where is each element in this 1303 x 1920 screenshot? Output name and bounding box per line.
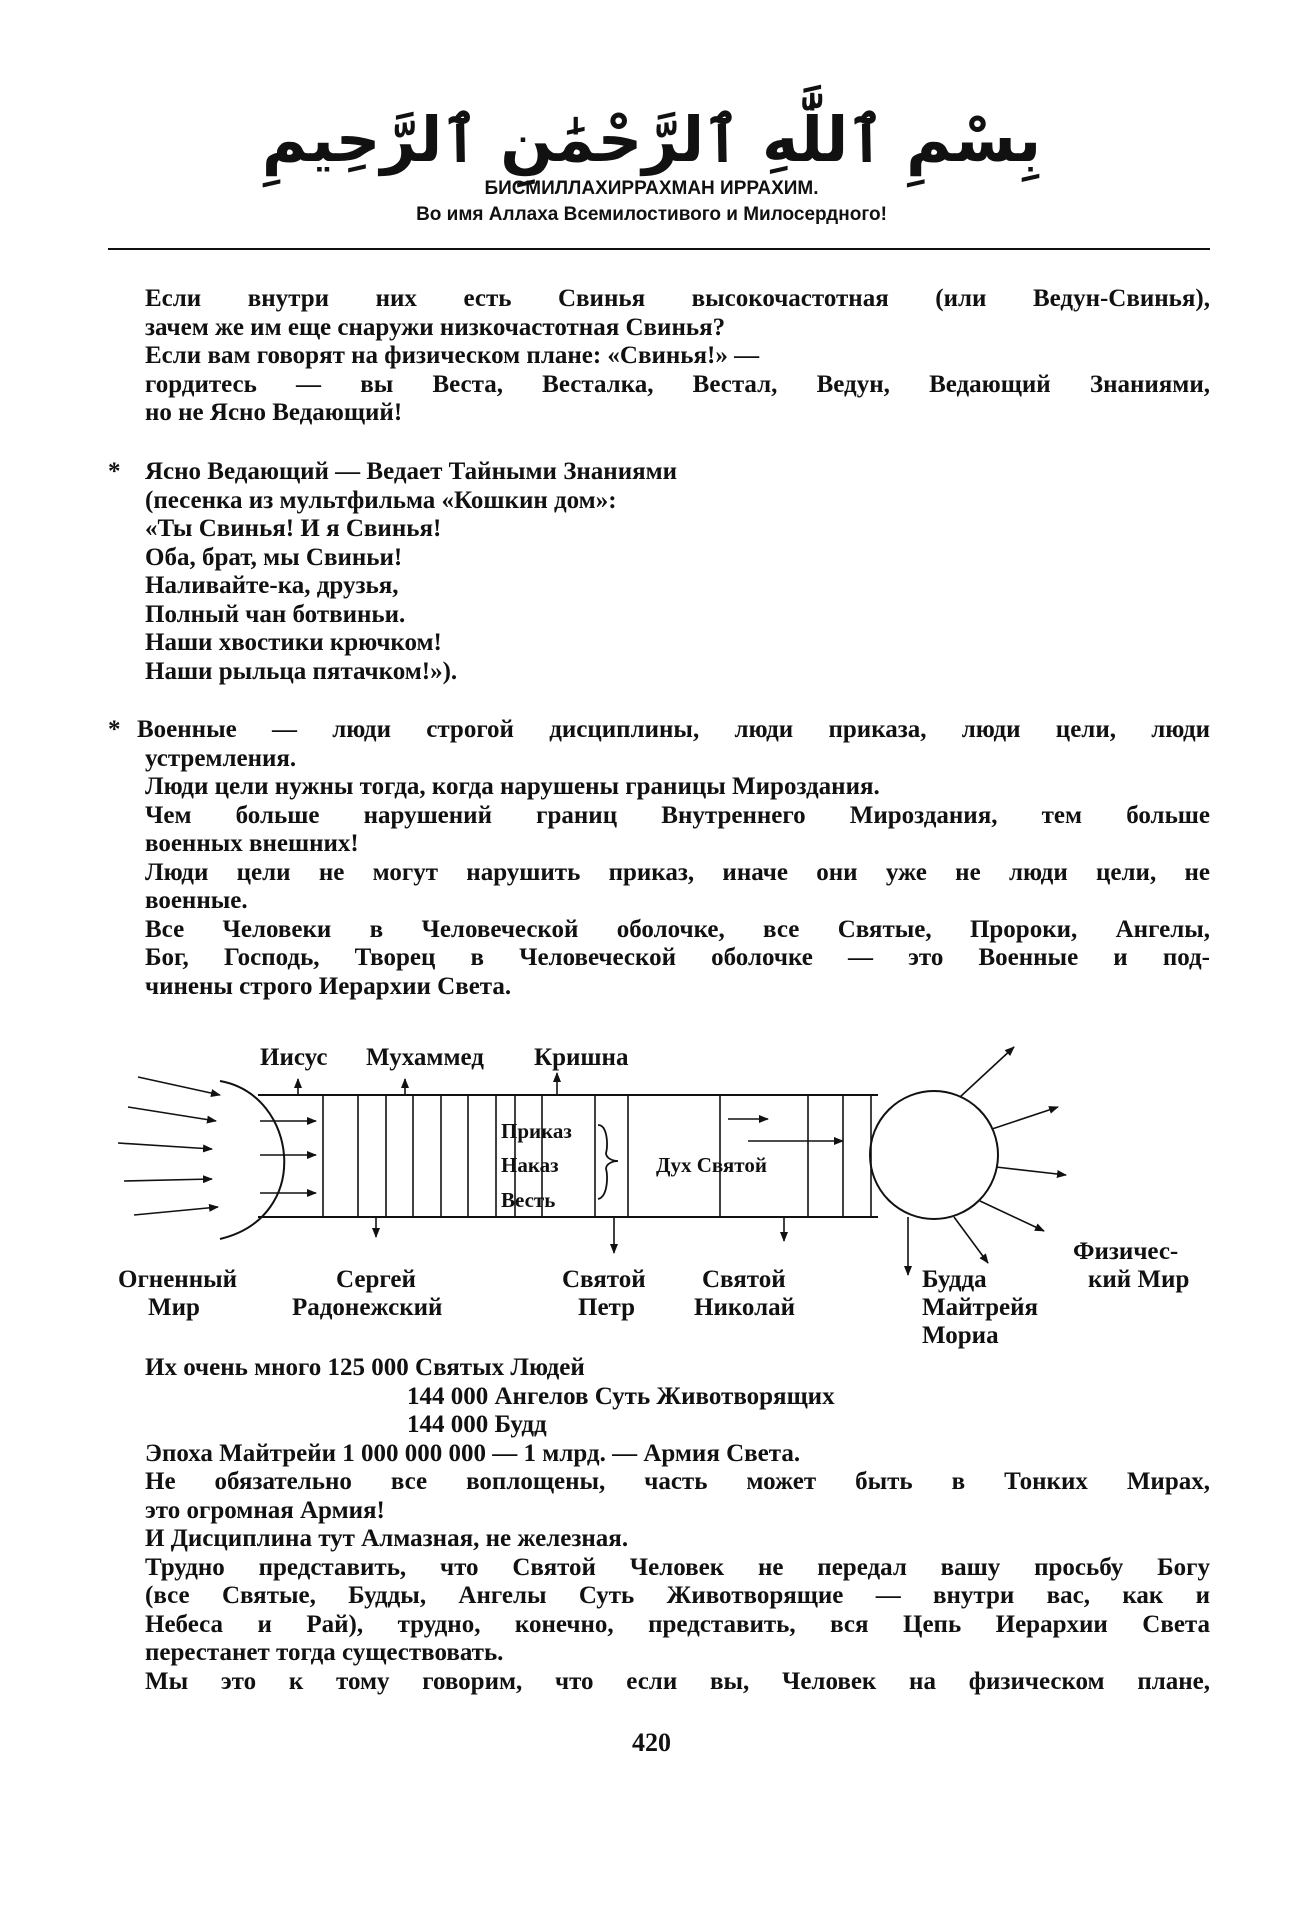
text-line: Ясно Ведающий — Ведает Тайными Знаниями (145, 458, 678, 485)
text-line: Люди цели не могут нарушить приказ, иначе они уже не люди цели, не (145, 858, 1210, 886)
label-physical-world-2: кий Мир (1088, 1266, 1190, 1293)
header-divider (108, 248, 1210, 250)
label-nikolay-1: Святой (702, 1266, 786, 1293)
text-line: (песенка из мультфильма «Кошкин дом»: (145, 486, 617, 514)
text-line: Все Человеки в Человеческой оболочке, все Святые, Пророки, Ангелы, (145, 915, 1210, 943)
label-nikolay-2: Николай (694, 1294, 796, 1321)
label-muhammad: Мухаммед (366, 1044, 484, 1071)
text-line: но не Ясно Ведающий! (145, 399, 403, 426)
label-fiery-world-1: Огненный (118, 1266, 238, 1293)
header-title: БИСМИЛЛАХИРРАХМАН ИРРАХИМ. (484, 178, 819, 199)
paragraph-1 (145, 285, 1210, 428)
text-line: Эпоха Майтрейи 1 000 000 000 — 1 млрд. — Армия Света. (145, 1439, 801, 1467)
label-vest: Весть (501, 1188, 556, 1212)
paragraph-4 (145, 1354, 1210, 1696)
text-line: Если внутри них есть Свинья высокочастотная (или Ведун-Свинья), (145, 285, 1210, 312)
label-iisus: Иисус (260, 1044, 328, 1071)
label-nakaz: Наказ (501, 1153, 559, 1177)
text-line: Наливайте-ка, друзья, (145, 572, 399, 599)
text-line: Трудно представить, что Святой Человек не передал вашу просьбу Богу (145, 1553, 1210, 1581)
text-line: Люди цели нужны тогда, когда нарушены границы Мироздания. (145, 773, 880, 800)
label-holy-spirit: Дух Святой (656, 1153, 767, 1177)
paragraph-2 (145, 458, 1210, 686)
incoming-arrows (118, 1077, 220, 1215)
text-line: Чем больше нарушений границ Внутреннего Мироздания, тем больше (145, 801, 1210, 829)
text-line: перестанет тогда существовать. (145, 1639, 504, 1666)
paragraph-3 (137, 716, 1210, 1001)
text-line: Если вам говорят на физическом плане: «Свинья!» — (145, 342, 760, 369)
basmala-calligraphy: بِسْمِ ٱللَّٰهِ ٱلرَّحْمَٰنِ ٱلرَّحِيمِ (261, 103, 1042, 176)
text-line: 144 000 Ангелов Суть Животворящих (407, 1382, 835, 1410)
label-krishna: Кришна (534, 1044, 629, 1071)
label-physical-world-1: Физичес- (1073, 1238, 1179, 1265)
radiating-arrows (954, 1047, 1066, 1263)
tube-partitions (323, 1095, 871, 1217)
curly-brace (598, 1125, 618, 1199)
page-number: 420 (632, 1728, 671, 1757)
text-line: зачем же им еще снаружи низкочастотная Свинья? (145, 313, 726, 341)
label-fiery-world-2: Мир (148, 1294, 200, 1321)
upward-arrows (298, 1073, 557, 1095)
label-petr-2: Петр (578, 1294, 636, 1321)
text-line: «Ты Свинья! И я Свинья! (145, 515, 442, 542)
text-line: Не обязательно все воплощены, часть может быть в Тонких Мирах, (145, 1468, 1210, 1495)
fiery-world-arc (220, 1081, 284, 1239)
text-line: военные. (145, 887, 248, 914)
text-line: Их очень много 125 000 Святых Людей (145, 1354, 585, 1381)
text-line: Мы это к тому говорим, что если вы, Человек на физическом плане, (145, 1667, 1210, 1695)
label-buddha-1: Будда (922, 1266, 987, 1293)
label-petr-1: Святой (562, 1266, 646, 1293)
label-prikaz: Приказ (501, 1119, 572, 1143)
label-buddha-3: Мориа (922, 1322, 999, 1349)
physical-world-circle (870, 1091, 998, 1219)
text-line: Наши рыльца пятачком!»). (145, 657, 458, 685)
text-line: 144 000 Будд (407, 1411, 547, 1438)
asterisk-bullet: * (108, 458, 121, 485)
text-line: (все Святые, Будды, Ангелы Суть Животворящие — внутри вас, как и (145, 1582, 1210, 1609)
text-line: военных внешних! (145, 830, 359, 857)
text-line: Полный чан ботвиньи. (145, 600, 406, 628)
hierarchy-diagram (108, 1035, 1220, 1355)
text-line: И Дисциплина тут Алмазная, не железная. (145, 1525, 629, 1552)
text-line: устремления. (145, 744, 297, 772)
label-sergey-2: Радонежский (292, 1294, 443, 1321)
text-line: Наши хвостики крючком! (145, 629, 442, 656)
text-line: гордитесь — вы Веста, Весталка, Вестал, Ведун, Ведающий Знаниями, (145, 370, 1210, 398)
asterisk-bullet: * (108, 716, 121, 743)
label-sergey-1: Сергей (336, 1266, 416, 1293)
text-line: чинены строго Иерархии Света. (145, 972, 512, 1000)
text-line: Бог, Господь, Творец в Человеческой оболочке — это Военные и под- (145, 944, 1210, 971)
text-line: Небеса и Рай), трудно, конечно, представить, вся Цепь Иерархии Света (145, 1610, 1210, 1638)
label-buddha-2: Майтрейя (922, 1294, 1039, 1321)
header-subtitle: Во имя Аллаха Всемилостивого и Милосердного! (416, 204, 887, 225)
text-line: Военные — люди строгой дисциплины, люди приказа, люди цели, люди (137, 716, 1210, 743)
text-line: это огромная Армия! (145, 1496, 385, 1524)
text-line: Оба, брат, мы Свиньи! (145, 543, 403, 571)
